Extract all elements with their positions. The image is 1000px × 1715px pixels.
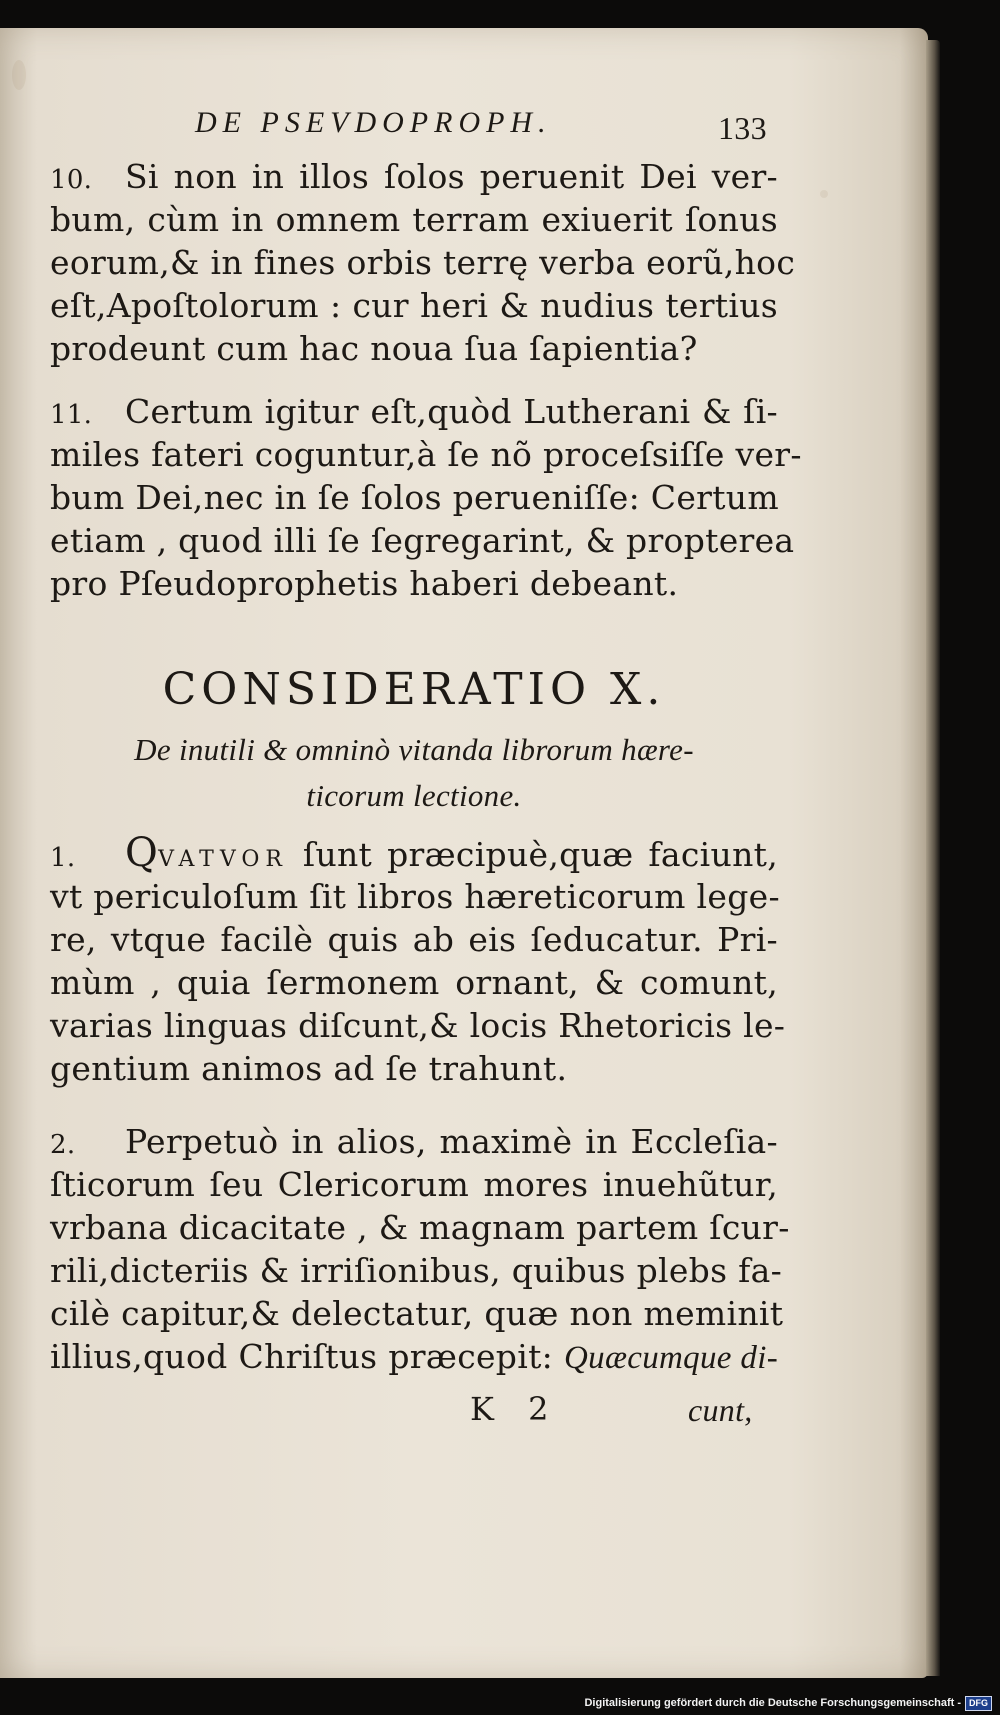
paper-stain bbox=[820, 190, 828, 198]
text-line: ſticorum ſeu Clericorum mores inuehũtur, bbox=[50, 1165, 778, 1204]
section-heading: CONSIDERATIO X. bbox=[162, 664, 666, 715]
text-line: eſt,Apoſtolorum : cur heri & nudius tertius bbox=[50, 286, 778, 325]
text-line: re, vtque facilè quis ab eis ſeducatur. Pri- bbox=[50, 920, 778, 959]
drop-capital: Q bbox=[125, 830, 159, 876]
paragraph-number: 1. bbox=[50, 843, 76, 873]
paragraph-number: 11. bbox=[50, 400, 93, 430]
digitization-credit bbox=[584, 1694, 992, 1712]
paragraph-number: 2. bbox=[50, 1130, 76, 1160]
text-line: miles fateri coguntur,à ſe nõ proceſsiſſe ver- bbox=[50, 435, 802, 474]
text-line: vt periculoſum ſit libros hæreticorum lege- bbox=[50, 877, 780, 916]
text-line: cilè capitur,& delectatur, quæ non meminit bbox=[50, 1294, 784, 1333]
catchword: cunt, bbox=[688, 1392, 753, 1428]
page-edge bbox=[926, 40, 940, 1676]
text-line: prodeunt cum hac noua ſua ſapientia? bbox=[50, 329, 698, 368]
text-line: illius,quod Chriſtus præcepit: Quæcumque di- bbox=[50, 1337, 778, 1376]
signature-mark: K 2 bbox=[470, 1390, 561, 1428]
paragraph-11 bbox=[50, 390, 802, 605]
text-line: varias linguas diſcunt,& locis Rhetoricis le- bbox=[50, 1006, 786, 1045]
paragraph-2 bbox=[50, 1120, 790, 1378]
text-line: rili,dicteriis & irriſionibus, quibus plebs fa- bbox=[50, 1251, 783, 1290]
text-line: etiam , quod illi ſe ſegregarint, & propterea bbox=[50, 521, 795, 560]
text-line: mùm , quia ſermonem ornant, & comunt, bbox=[50, 963, 778, 1002]
text-line: bum, cùm in omnem terram exiuerit ſonus bbox=[50, 200, 778, 239]
page-number: 133 bbox=[718, 110, 767, 146]
text-line: gentium animos ad ſe trahunt. bbox=[50, 1049, 568, 1088]
paragraph-number: 10. bbox=[50, 165, 93, 195]
text-line: pro Pſeudoprophetis haberi debeant. bbox=[50, 564, 679, 603]
section-subheading: De inutili & omninò vitanda librorum hære- bbox=[134, 732, 694, 767]
paper-stain bbox=[12, 60, 26, 90]
paragraph-1 bbox=[50, 830, 786, 1090]
text-line: eorum,& in fines orbis terrę verba eorũ,hoc bbox=[50, 243, 796, 282]
paragraph-10 bbox=[50, 155, 796, 370]
text-line: bum Dei,nec in ſe ſolos perueniſſe: Certum bbox=[50, 478, 779, 517]
text-line: 1. QVATVOR ſunt præcipuè,quæ faciunt, bbox=[50, 832, 778, 875]
text-line: 11. Certum igitur eſt,quòd Lutherani & ſi- bbox=[50, 390, 778, 433]
section-subheading: ticorum lectione. bbox=[306, 778, 522, 813]
text-line: 10. Si non in illos ſolos peruenit Dei ver- bbox=[50, 155, 778, 198]
running-head: DE PSEVDOPROPH. bbox=[195, 106, 552, 139]
text-line: vrbana dicacitate , & magnam partem ſcur- bbox=[50, 1208, 790, 1247]
text-line: 2. Perpetuò in alios, maximè in Eccleſia- bbox=[50, 1120, 778, 1163]
credit-text: Digitalisierung gefördert durch die Deutsche Forschungsgemeinschaft - bbox=[584, 1697, 961, 1709]
dfg-logo: DFG bbox=[965, 1696, 992, 1711]
